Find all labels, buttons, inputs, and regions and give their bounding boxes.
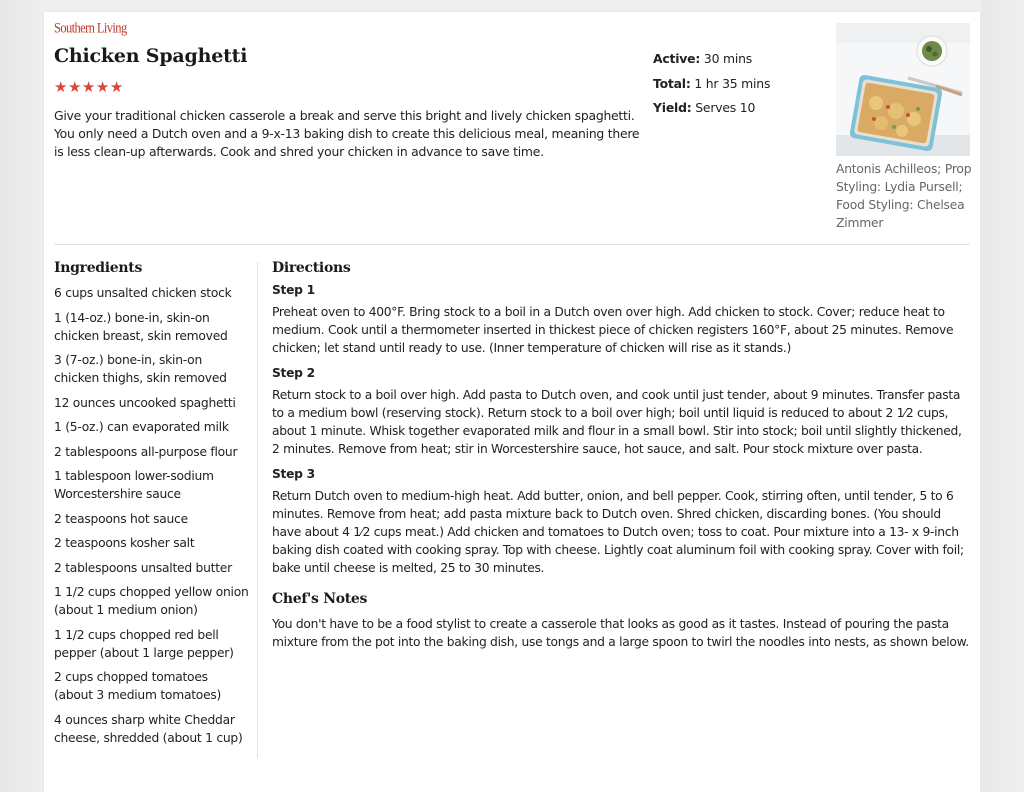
meta-yield (653, 99, 770, 124)
direction-step (272, 282, 972, 357)
chefs-notes-heading: Chef's Notes (272, 591, 368, 607)
step-text: Return stock to a boil over high. Add pasta to Dutch oven, and cook until just tender, about 9 minutes. Transfer pasta to a medium bowl (reserving stock). Return stock to a boil over high; boil until liquid is reduced to about 2 1⁄2 cups, about 1 minute. Whisk together evaporated milk and flour in a small bowl. Stir into stock; boil until slightly thickened, 2 minutes. Remove from heat; stir in Worcestershire sauce, hot sauce, and salt. Pour stock mixture over pasta. (272, 388, 962, 456)
section-divider (54, 244, 970, 245)
ingredients-heading: Ingredients (54, 260, 143, 276)
brand-logo[interactable]: Southern Living (54, 20, 127, 37)
photo-credit: Antonis Achilleos; Prop Styling: Lydia Pursell; Food Styling: Chelsea Zimmer (836, 162, 972, 230)
star-icon: ★ (95, 78, 110, 96)
recipe-meta (653, 50, 770, 124)
column-divider (257, 262, 258, 758)
star-icon: ★ (54, 78, 68, 96)
meta-label: Total: (653, 75, 691, 91)
direction-step (272, 365, 972, 458)
ingredient-item: 2 cups chopped tomatoes (about 3 medium tomatoes) (54, 670, 222, 702)
star-icon: ★ (67, 78, 82, 96)
star-rating (54, 78, 124, 96)
step-text: Return Dutch oven to medium-high heat. Add butter, onion, and bell pepper. Cook, stirring often, until tender, 5 to 6 minutes. Remove from heat; add pasta mixture back to Dutch oven. Shred chicken, discarding bones. (You should have about 4 1⁄2 cups meat.) Add chicken and tomatoes to Dutch oven; toss to coat. Pour mixture into a 13- x 9-inch baking dish coated with cooking spray. Top with cheese. Lightly coat aluminum foil with cooking spray. Cover with foil; bake until cheese is melted, 25 to 30 minutes. (272, 489, 964, 575)
directions-heading: Directions (272, 260, 351, 276)
meta-label: Active: (653, 51, 701, 66)
ingredient-item: 1 tablespoon lower-sodium Worcestershire sauce (54, 469, 214, 501)
ingredient-item: 6 cups unsalted chicken stock (54, 286, 232, 300)
directions-section (272, 260, 972, 659)
recipe-title: Chicken Spaghetti (54, 45, 248, 67)
ingredient-item: 1 (5-oz.) can evaporated milk (54, 420, 229, 434)
step-text: Preheat oven to 400°F. Bring stock to a boil in a Dutch oven over high. Add chicken to stock. Cover; reduce heat to medium. Cook until a thermometer inserted in thickest piece of chicken registers 160°F, about 25 minutes. Remove chicken; let stand until ready to use. (Inner temperature of chicken will rise as it stands.) (272, 305, 954, 355)
ingredient-item: 1 1/2 cups chopped yellow onion (about 1 medium onion) (54, 585, 249, 617)
star-icon: ★ (81, 78, 96, 96)
recipe-description: Give your traditional chicken casserole a break and serve this bright and lively chicken spaghetti. You only need a Dutch oven and a 9-x-13 baking dish to create this delicious meal, meaning there is less clean-up afterwards. Cook and shred your chicken in advance to save time. (54, 108, 640, 159)
ingredient-item: 2 teaspoons hot sauce (54, 511, 188, 526)
recipe-card (44, 12, 980, 792)
meta-value: 1 hr 35 mins (694, 75, 771, 91)
ingredient-item: 1 1/2 cups chopped red bell pepper (about 1 large pepper) (54, 627, 234, 660)
star-icon: ★ (109, 78, 124, 96)
ingredient-item: 3 (7-oz.) bone-in, skin-on chicken thighs, skin removed (54, 353, 227, 385)
step-label: Step 1 (272, 283, 315, 297)
direction-step (272, 466, 972, 577)
step-label: Step 3 (272, 467, 315, 481)
meta-value: Serves 10 (695, 100, 756, 115)
ingredient-item: 4 ounces sharp white Cheddar cheese, shredded (about 1 cup) (54, 712, 243, 745)
meta-active (653, 50, 770, 75)
meta-total (653, 75, 770, 100)
ingredient-item: 2 teaspoons kosher salt (54, 536, 195, 550)
ingredient-item: 2 tablespoons unsalted butter (54, 560, 232, 575)
ingredient-item: 12 ounces uncooked spaghetti (54, 395, 236, 410)
meta-label: Yield: (653, 100, 692, 115)
ingredients-section (54, 260, 250, 753)
ingredient-item: 1 (14-oz.) bone-in, skin-on chicken breast, skin removed (54, 310, 228, 343)
ingredients-list (54, 284, 250, 747)
casserole-image (836, 23, 970, 156)
step-label: Step 2 (272, 366, 315, 380)
chefs-notes-text: You don't have to be a food stylist to create a casserole that looks as good as it tastes. Instead of pouring the pasta mixture from the pot into the baking dish, use tongs and a large spoon to twirl the noodles into nests, as shown below. (272, 617, 969, 649)
ingredient-item: 2 tablespoons all-purpose flour (54, 444, 238, 459)
meta-value: 30 mins (703, 51, 753, 66)
recipe-photo (836, 23, 970, 156)
